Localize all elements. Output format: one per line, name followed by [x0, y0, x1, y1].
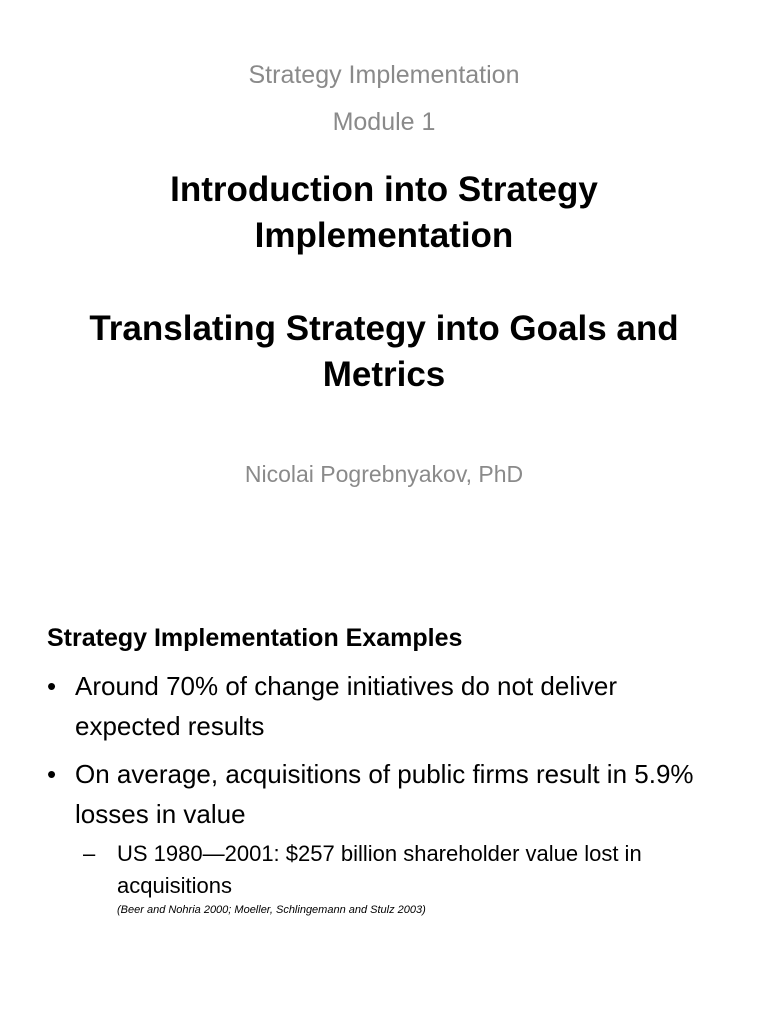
bullet-list [47, 666, 727, 926]
sub-list-item [83, 838, 727, 918]
bullet-text: Around 70% of change initiatives do not deliver expected results [75, 671, 618, 741]
author-name: Nicolai Pogrebnyakov, PhD [244, 461, 524, 487]
presentation-title: Introduction into Strategy Implementation [170, 170, 598, 255]
slide-heading: Strategy Implementation Examples [47, 624, 463, 652]
bullet-text: On average, acquisitions of public firms result in 5.9% losses in value [75, 759, 694, 829]
dash-marker: – [83, 841, 96, 866]
module-label: Module 1 [332, 108, 436, 136]
citation: (Beer and Nohria 2000; Moeller, Schlingemann and Stulz 2003) [117, 904, 426, 916]
bullet-marker: • [47, 671, 57, 701]
list-item [47, 666, 727, 746]
sub-bullet-text: US 1980—2001: $257 billion shareholder value lost in acquisitions [117, 841, 642, 898]
sub-bullet-list [75, 838, 727, 918]
presentation-subtitle: Translating Strategy into Goals and Metrics [89, 309, 679, 394]
content-slide [0, 560, 768, 1024]
course-name: Strategy Implementation [248, 61, 520, 89]
bullet-marker: • [47, 759, 57, 789]
list-item [47, 754, 727, 918]
